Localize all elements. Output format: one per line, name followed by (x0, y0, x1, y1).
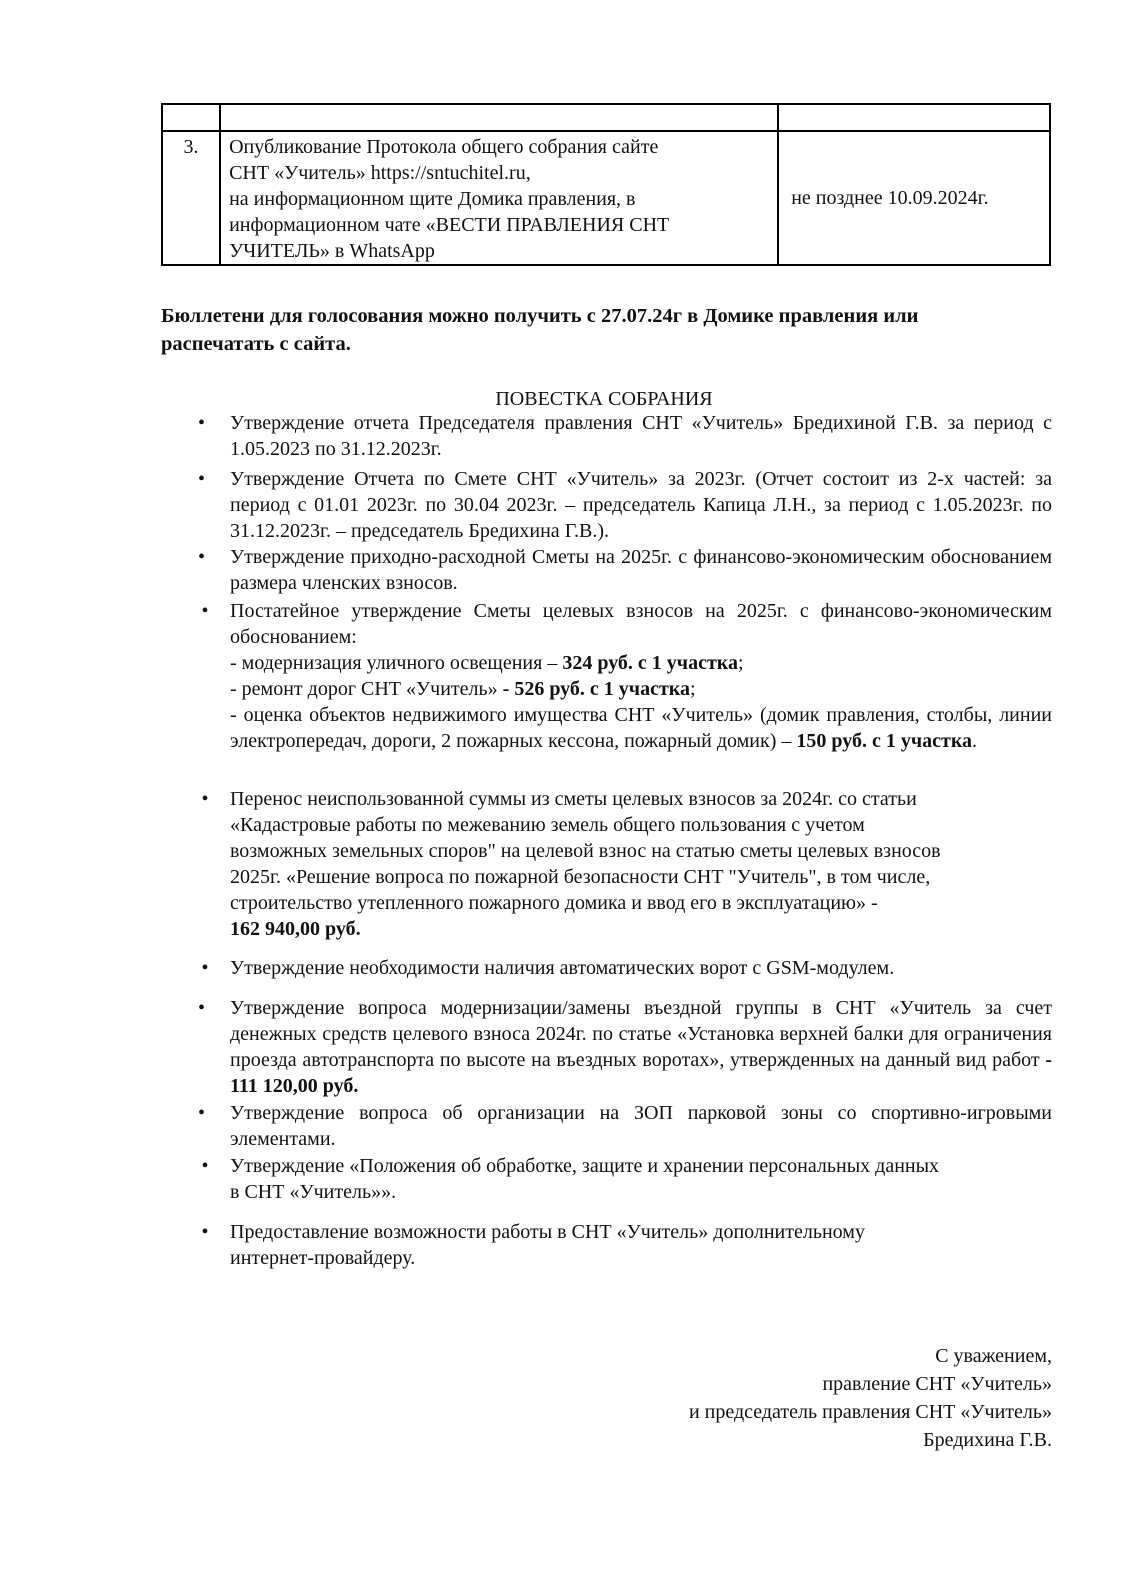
agenda-item-text: Утверждение Отчета по Смете СНТ «Учитель» за 2023г. (Отчет состоит из 2-х частей: за период с 01.01 2023г. по 30.04 2023г. – председатель Капица Л.Н., за период с 1.05.2023г. по 31.12.2023г. – председатель Бредихина Г.В.). (230, 468, 1052, 542)
signature-name: Бредихина Г.В. (923, 1429, 1052, 1451)
estimate-amount: - 526 руб. с 1 участка (502, 678, 690, 700)
agenda-item-line: в СНТ «Учитель»». (230, 1181, 397, 1203)
signature-block (689, 1342, 1052, 1454)
bullet-icon: • (201, 788, 209, 810)
agenda-item (198, 466, 1052, 544)
notice-line: распечатать с сайта. (161, 333, 351, 355)
bullet-icon: • (201, 600, 209, 622)
punctuation: . (972, 730, 978, 752)
description-line: на информационном щите Домика правления, в (229, 188, 636, 210)
signature-line: С уважением, (935, 1345, 1052, 1367)
description-line: УЧИТЕЛЬ» в WhatsApp (229, 240, 435, 262)
agenda-item-text: Утверждение приходно-расходной Сметы на 2025г. с финансово-экономическим обоснованием размера членских взносов. (230, 546, 1052, 594)
agenda-item (201, 955, 1052, 981)
notice-line: Бюллетени для голосования можно получить с 27.07.24г в Домике правления или (161, 305, 919, 327)
estimate-line (230, 676, 1052, 702)
signature-line: правление СНТ «Учитель» (822, 1373, 1052, 1395)
agenda-item-text: Утверждение вопроса модернизации/замены въездной группы в СНТ «Учитель за счет денежных средств целевого взноса 2024г. по статье «Установка верхней балки для ограничения проезда автотранспорта по высоте на въездных воротах», утвержденных на данный вид работ (230, 997, 1052, 1071)
agenda-item (198, 995, 1052, 1099)
bullet-icon: • (201, 1155, 209, 1177)
estimate-label: - модернизация уличного освещения – (230, 652, 563, 674)
agenda-item-line: «Кадастровые работы по межеванию земель общего пользования с учетом (230, 814, 865, 836)
bullet-icon: • (201, 957, 209, 979)
agenda-item-line: возможных земельных споров" на целевой взнос на статью сметы целевых взносов (230, 840, 941, 862)
agenda-item-line: 2025г. «Решение вопроса по пожарной безопасности СНТ "Учитель", в том числе, (230, 866, 931, 888)
gate-amount: - 111 120,00 руб. (230, 1049, 1052, 1097)
agenda-item-text: Утверждение отчета Председателя правления СНТ «Учитель» Бредихиной Г.В. за период с 1.05.2023 по 31.12.2023г. (230, 412, 1052, 460)
signature-line: и председатель правления СНТ «Учитель» (688, 1401, 1052, 1423)
agenda-item-text: Утверждение необходимости наличия автоматических ворот с GSM-модулем. (230, 957, 895, 979)
row-description (220, 131, 778, 265)
bullet-icon: • (201, 1221, 209, 1243)
agenda-item-text: Утверждение вопроса об организации на ЗОП парковой зоны со спортивно-игровыми элементами. (230, 1102, 1052, 1150)
schedule-table (161, 103, 1051, 266)
description-line: Опубликование Протокола общего собрания сайте (229, 136, 659, 158)
bullet-icon: • (198, 468, 206, 490)
row-deadline: не позднее 10.09.2024г. (778, 131, 1050, 265)
agenda-item-line: строительство утепленного пожарного домика и ввод его в эксплуатацию» - (230, 892, 878, 914)
agenda-item (201, 786, 1052, 942)
description-line: СНТ «Учитель» https://sntuchitel.ru, (229, 162, 531, 184)
ballot-notice (161, 302, 1061, 358)
estimate-label: - оценка объектов недвижимого имущества СНТ «Учитель» (домик правления, столбы, линии электропередач, дороги, 2 пожарных кессона, пожарный домик) – (230, 704, 1052, 752)
estimate-label: - ремонт дорог СНТ «Учитель» (230, 678, 503, 700)
agenda-item (201, 598, 1052, 754)
table-row (162, 104, 1050, 131)
table-cell (220, 104, 778, 131)
agenda-item (198, 410, 1052, 462)
estimate-line (230, 702, 1052, 754)
agenda-item-line: Предоставление возможности работы в СНТ «Учитель» дополнительному (230, 1221, 865, 1243)
estimate-amount: 324 руб. с 1 участка (562, 652, 739, 674)
estimate-line (230, 650, 1052, 676)
row-number: 3. (162, 131, 220, 265)
bullet-icon: • (198, 997, 206, 1019)
table-cell (162, 104, 220, 131)
agenda-item (198, 544, 1052, 596)
agenda-item-line: Утверждение «Положения об обработке, защите и хранении персональных данных (230, 1155, 940, 1177)
bullet-icon: • (198, 546, 206, 568)
agenda-item-line: интернет-провайдеру. (230, 1247, 416, 1269)
agenda-item-text: Постатейное утверждение Сметы целевых взносов на 2025г. с финансово-экономическим обоснованием: (230, 600, 1052, 648)
agenda-item (201, 1153, 1052, 1205)
punctuation: ; (738, 652, 744, 674)
agenda-item (201, 1219, 1052, 1271)
description-line: информационном чате «ВЕСТИ ПРАВЛЕНИЯ СНТ (229, 214, 670, 236)
agenda-title: ПОВЕСТКА СОБРАНИЯ (495, 388, 713, 410)
bullet-icon: • (198, 1102, 206, 1124)
bullet-icon: • (198, 412, 206, 434)
agenda-item (198, 1100, 1052, 1152)
estimate-amount: 150 руб. с 1 участка (796, 730, 973, 752)
punctuation: ; (690, 678, 696, 700)
table-cell (778, 104, 1050, 131)
agenda-item-line: Перенос неиспользованной суммы из сметы целевых взносов за 2024г. со статьи (230, 788, 917, 810)
transfer-amount: 162 940,00 руб. (230, 918, 361, 940)
table-row (162, 131, 1050, 265)
